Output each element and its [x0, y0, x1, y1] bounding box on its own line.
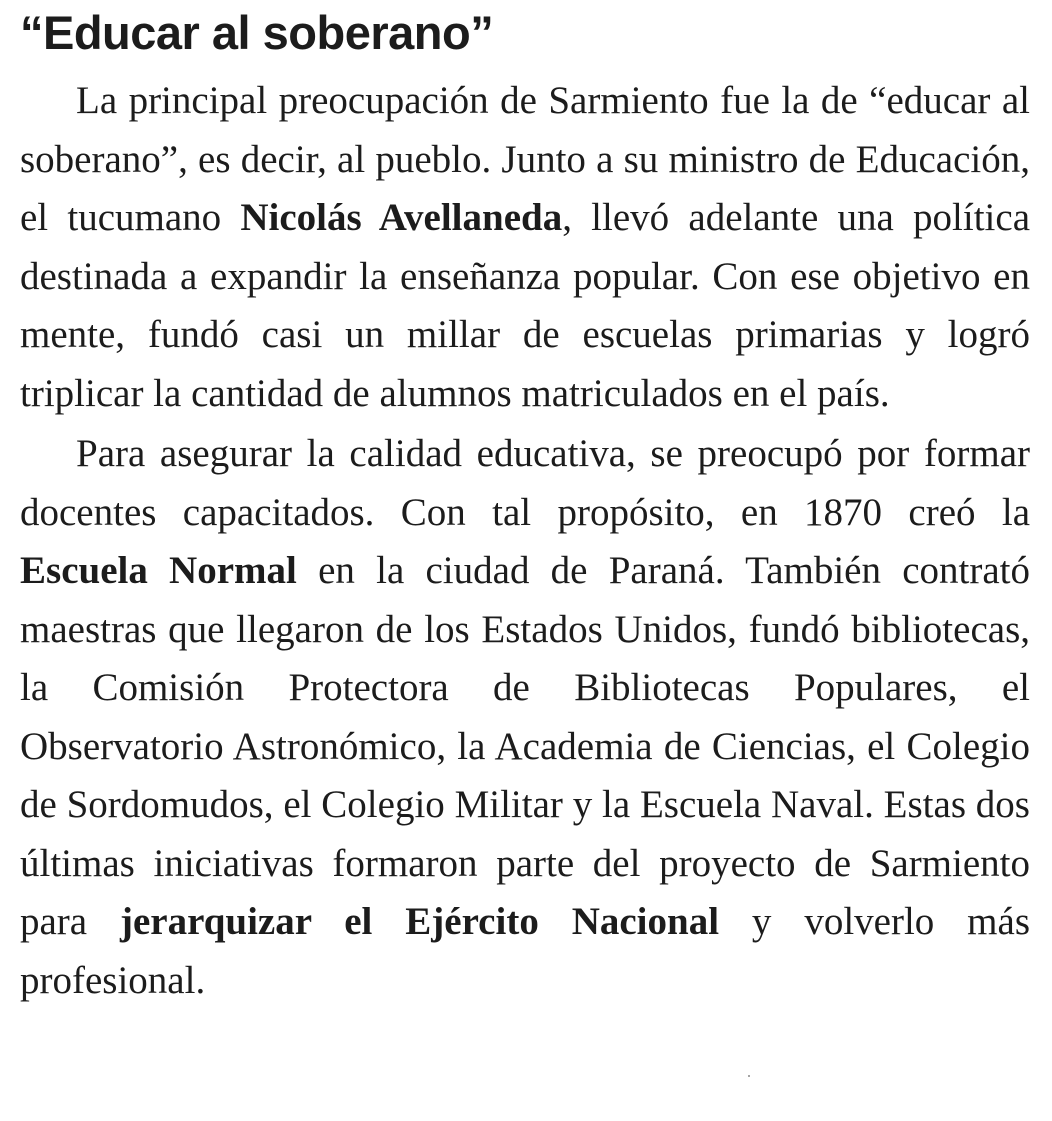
paragraph-2-text: y volverlo más profesional. [20, 900, 1031, 1002]
document-page [20, 4, 1030, 1010]
paragraph-2 [20, 425, 1030, 1010]
bold-term-ejercito-nacional: jerarquizar el Ejército Nacional [120, 900, 720, 943]
scan-speck [748, 1075, 750, 1077]
bold-term-escuela-normal: Escuela Normal [20, 549, 297, 592]
paragraph-2-text: en la ciudad de Paraná. También contrató maestras que llegaron de los Estados Unidos, fundó bibliotecas, la Comisión Protectora de Bibliotecas Populares, el Observatorio Astronómico, la Academia de Ciencias, el Colegio de Sordomudos, el Colegio Militar y la Escuela Naval. Estas dos últimas iniciativas formaron parte del proyecto de Sarmiento para [20, 549, 1030, 943]
paragraph-1-text: La principal preocupación de Sarmiento fue la de “educar al soberano”, es decir, al pueblo. Junto a su ministro de Educación, el tucumano [20, 79, 1030, 239]
paragraph-2-text: Para asegurar la calidad educativa, se preocupó por formar docentes capacitados. Con tal propósito, en 1870 creó la [20, 432, 1030, 534]
section-heading: “Educar al soberano” [20, 6, 494, 59]
paragraph-1-text: , llevó adelante una política destinada a expandir la enseñanza popular. Con ese objetivo en mente, fundó casi un millar de escuelas primarias y logró triplicar la cantidad de alumnos matriculados en el país. [20, 196, 1030, 415]
paragraph-1 [20, 72, 1030, 423]
bold-term-avellaneda: Nicolás Avellaneda [240, 196, 563, 239]
